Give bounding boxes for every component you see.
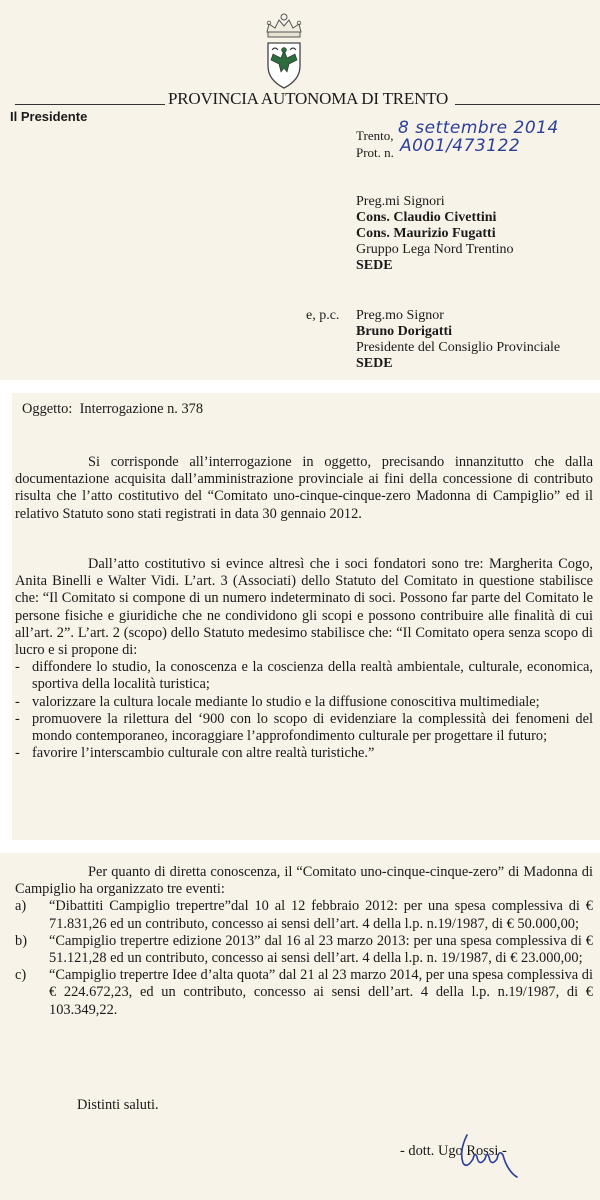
list-bullet: - bbox=[15, 745, 20, 762]
title-rule-right bbox=[455, 104, 600, 105]
paragraph-3: Per quanto di diretta conoscenza, il “Comitato uno-cinque-cinque-zero” di Madonna di Campiglio ha organizzato tre eventi: bbox=[15, 864, 593, 898]
title-rule-left bbox=[15, 104, 165, 105]
list-bullet: a) bbox=[15, 898, 27, 915]
list-bullet: - bbox=[15, 693, 20, 710]
purpose-text: promuovere la rilettura del ‘900 con lo scopo di evidenziare la complessità dei fenomeni del mondo contemporaneo, incoraggiare l’approfondimento culturale per progettare il futuro; bbox=[32, 710, 593, 745]
cc-block bbox=[356, 308, 560, 372]
list-bullet: - bbox=[15, 659, 20, 676]
subject-line bbox=[22, 401, 203, 418]
cc-salutation: Preg.mo Signor bbox=[356, 308, 444, 323]
recipient-name: Cons. Claudio Civettini bbox=[356, 210, 497, 225]
list-bullet: c) bbox=[15, 967, 27, 984]
cc-name: Bruno Dorigatti bbox=[356, 324, 453, 339]
paragraph-3-block bbox=[15, 864, 593, 1019]
purposes-list bbox=[15, 659, 593, 762]
institution-name: PROVINCIA AUTONOMA DI TRENTO bbox=[168, 89, 449, 108]
paragraph-1-block bbox=[15, 454, 593, 523]
events-list bbox=[15, 898, 593, 1018]
cc-label: e, p.c. bbox=[306, 308, 340, 323]
recipients-group: Gruppo Lega Nord Trentino bbox=[356, 242, 514, 257]
paragraph-2: Dall’atto costitutivo si evince altresì che i soci fondatori sono tre: Margherita Cogo, Anita Binelli e Walter Vidi. L’art. 3 (Associati) dello Statuto del Comitato in questione stabilisce che: “Il Comitato si compone di un numero indeterminato di soci. Possono far parte del Comitato le persone fisiche e giuridiche che ne condividono gli scopi e possono contribuire alle finalità di cui all’art. 2”. L’art. 2 (scopo) dello Statuto medesimo stabilisce che: “Il Comitato opera senza scopo di lucro e si propone di: bbox=[15, 556, 593, 659]
list-bullet: - bbox=[15, 710, 20, 727]
event-item bbox=[15, 967, 593, 1019]
list-bullet: b) bbox=[15, 932, 27, 949]
office-label: Il Presidente bbox=[10, 109, 88, 124]
purpose-item bbox=[15, 694, 593, 711]
subject-label: Oggetto: bbox=[22, 401, 73, 417]
prot-handwritten: A001/473122 bbox=[400, 136, 521, 156]
event-item bbox=[15, 933, 593, 967]
letterhead-section bbox=[0, 0, 600, 380]
recipients-salutation: Preg.mi Signori bbox=[356, 194, 445, 209]
event-text: “Campiglio trepertre Idee d’alta quota” dal 21 al 23 marzo 2014, per una spesa complessiva di € 224.672,23, ed un contributo, concesso ai sensi dell’art. 4 della l.p. n.19/1987, di € 103.349,22. bbox=[49, 967, 593, 1018]
purpose-item bbox=[15, 711, 593, 745]
recipient-name: Cons. Maurizio Fugatti bbox=[356, 226, 496, 241]
signature-icon bbox=[455, 1129, 525, 1179]
place-label: Trento, bbox=[356, 128, 394, 143]
paragraph-1: Si corrisponde all’interrogazione in oggetto, precisando innanzitutto che dalla documentazione acquisita dall’amministrazione provinciale ai fini della concessione di contributo risulta che l’atto costitutivo del “Comitato uno-cinque-cinque-zero Madonna di Campiglio” ed il relativo Statuto sono stati registrati in data 30 gennaio 2012. bbox=[15, 454, 593, 522]
body-section-2 bbox=[0, 853, 600, 1200]
purpose-text: favorire l’interscambio culturale con altre realtà turistiche.” bbox=[32, 745, 375, 762]
purpose-item bbox=[15, 745, 593, 762]
subject-text: Interrogazione n. 378 bbox=[79, 401, 204, 417]
event-item bbox=[15, 898, 593, 932]
paragraph-2-block bbox=[15, 556, 593, 762]
body-section-1 bbox=[12, 393, 600, 840]
purpose-text: diffondere lo studio, la conoscenza e la coscienza della realtà ambientale, culturale, economica, sportiva della località turistica; bbox=[32, 659, 593, 693]
prot-label: Prot. n. bbox=[356, 145, 394, 160]
event-text: “Campiglio trepertre edizione 2013” dal 16 al 23 marzo 2013: per una spesa complessiva di € 51.121,28 ed un contributo, concesso ai sensi dell’art. 4 della l.p. n. 19/1987, di € 23.000,00; bbox=[49, 932, 593, 967]
recipients-seat: SEDE bbox=[356, 258, 393, 273]
letterhead-title-row bbox=[0, 89, 600, 109]
signatory-name: - dott. Ugo Rossi - bbox=[400, 1143, 507, 1159]
purpose-item bbox=[15, 659, 593, 693]
date-handwritten: 8 settembre 2014 bbox=[398, 118, 559, 138]
purpose-text: valorizzare la cultura locale mediante lo studio e la diffusione conoscitiva multimediale; bbox=[32, 693, 540, 710]
event-text: “Dibattiti Campiglio trepertre”dal 10 al 12 febbraio 2012: per una spesa complessiva di € 71.831,26 ed un contributo, concesso ai sensi dell’art. 4 della l.p. n.19/1987, di € 50.000,00; bbox=[49, 898, 593, 932]
closing-salutation: Distinti saluti. bbox=[77, 1097, 159, 1113]
cc-role: Presidente del Consiglio Provinciale bbox=[356, 340, 561, 355]
coat-of-arms-icon bbox=[259, 10, 309, 90]
cc-seat: SEDE bbox=[356, 356, 393, 371]
recipients-block bbox=[356, 194, 514, 274]
